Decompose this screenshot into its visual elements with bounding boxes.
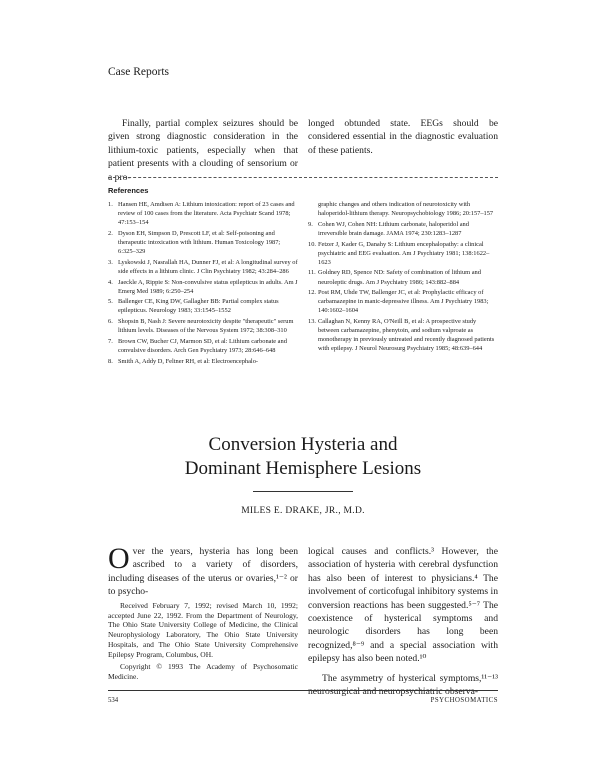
- article-title-line-2: Dominant Hemisphere Lesions: [184, 458, 422, 479]
- reference-item: 5. Ballenger CE, King DW, Gallagher BB: Partial complex status epilepticus. Neurology 1983; 33:1545–1552: [108, 298, 279, 315]
- body-left-text: ver the years, hysteria has long been ascribed to a variety of disorders, including diseases of the uterus or ovaries,¹⁻² or to psycho-: [108, 546, 298, 598]
- reference-item: 7. Brown CW, Bucher CJ, Marmon SD, et al: Lithium carbonate and convulsive disorders. Arch Gen Psychiatry 1973; 28:646–648: [108, 337, 287, 354]
- title-rule: [253, 491, 353, 492]
- reference-item: 1. Hansen HE, Amdisen A: Lithium intoxication: report of 23 cases and review of 100 cases from the literature. Acta Psychiatr Scand 1978; 47:153–154: [108, 201, 295, 227]
- journal-name: PSYCHOSOMATICS: [430, 697, 498, 704]
- received-note: [108, 601, 298, 685]
- page-number: 534: [108, 697, 119, 704]
- reference-item: 9. Cohen WJ, Cohen NH: Lithium carbonate, haloperidol and irreversible brain damage. JAMA 1974; 230:1283–1287: [308, 220, 469, 237]
- section-heading: Case Reports: [108, 66, 170, 78]
- footer-rule: [108, 690, 498, 691]
- article-title-line-1: Conversion Hysteria and: [208, 434, 398, 455]
- reference-item: graphic changes and others indication of neurotoxicity with haloperidol-lithium therapy. Neuropsychobiology 1986; 20:157–157: [318, 201, 494, 218]
- reference-item: 12. Post RM, Uhde TW, Ballenger JC, et al: Prophylactic efficacy of carbamazepine in manic-depressive illness. Am J Psychiatry 1983; 140:1602–1604: [308, 289, 489, 315]
- body-left-column: [108, 542, 298, 599]
- body-right-paragraph-1: logical causes and conflicts.³ However, the association of hysteria with cerebral dysfunction has also been of interest to physicians.⁴ The involvement of corticofugal inhibitory systems in conversion reactions has been suggested.⁵⁻⁷ The coexistence of hysterical symptoms and neurologic disorders has long been recognized,⁸⁻⁹ and a special association with epilepsy has also been noted.¹⁰: [308, 546, 498, 665]
- body-left-paragraph: [108, 542, 298, 599]
- reference-item: 4. Jaeckle A, Rippie S: Non-convulsive status epilepticus in adults. Am J Emerg Med 1989; 6:250–254: [108, 278, 298, 295]
- section-divider: [108, 177, 498, 178]
- references-left-column: [108, 200, 298, 367]
- copyright-note: Copyright © 1993 The Academy of Psychosomatic Medicine.: [108, 662, 298, 681]
- article-title: [108, 433, 498, 481]
- intro-right-column: [308, 117, 498, 157]
- intro-right-text: longed obtunded state. EEGs should be considered essential in the diagnostic evaluation of these patients.: [308, 118, 498, 156]
- reference-item: 10. Fetzer J, Kader G, Danahy S: Lithium encephalopathy: a clinical psychiatric and EEG evaluation. Am J Psychiatry 1981; 138:1622–1623: [308, 240, 490, 266]
- reference-item: 13. Callaghan N, Kenny RA, O'Neill B, et al: A prospective study between carbamazepine, phenytoin, and sodium valproate as monotherapy in previously untreated and recently diagnosed patients with epilepsy. J Neurol Neurosurg Psychiatry 1985; 48:639–644: [308, 318, 495, 353]
- reference-item: 3. Lyskowski J, Nasrallah HA, Dunner FJ, et al: A longitudinal survey of side effects in a lithium clinic. J Clin Psychiatry 1982; 43:284–286: [108, 258, 298, 275]
- intro-left-text: Finally, partial complex seizures should be given strong diagnostic consideration in the lithium-toxic patients, especially when that patient presents with a clouding of sensorium or a pro-: [108, 118, 298, 183]
- received-note-text: Received February 7, 1992; revised March 10, 1992; accepted June 22, 1992. From the Department of Neurology, The Ohio State University College of Medicine, the Clinical Neurophysiology Laboratory, The Ohio State University Hospitals, and The Ohio State University Comprehensive Epilepsy Program, Columbus, OH.: [108, 601, 298, 659]
- reference-item: 6. Shopsin B, Nash J: Severe neurotoxicity despite "therapeutic" serum lithium levels. Diseases of the Nervous System 1972; 38:308–310: [108, 318, 294, 335]
- intro-left-column: [108, 117, 298, 184]
- reference-item: 11. Goldney RD, Spence ND: Safety of combination of lithium and neuroleptic drugs. Am J Psychiatry 1986; 143:882–884: [308, 269, 481, 286]
- body-right-column: [308, 545, 498, 698]
- drop-cap: O: [108, 542, 130, 575]
- body-right-paragraph-2: The asymmetry of hysterical symptoms,¹¹⁻¹³ neurosurgical and neuropsychiatric observa-: [308, 672, 498, 698]
- reference-item: 8. Smith A, Addy D, Feltner RH, et al: Electroencephalo-: [108, 357, 259, 365]
- references-right-column: [308, 200, 498, 355]
- references-heading: References: [108, 186, 149, 195]
- author-byline: MILES E. DRAKE, JR., M.D.: [241, 506, 365, 516]
- reference-item: 2. Dyson EH, Simpson D, Prescott LF, et al: Self-poisoning and therapeutic intoxication with lithium. Human Toxicology 1987; 6:325–329: [108, 229, 281, 256]
